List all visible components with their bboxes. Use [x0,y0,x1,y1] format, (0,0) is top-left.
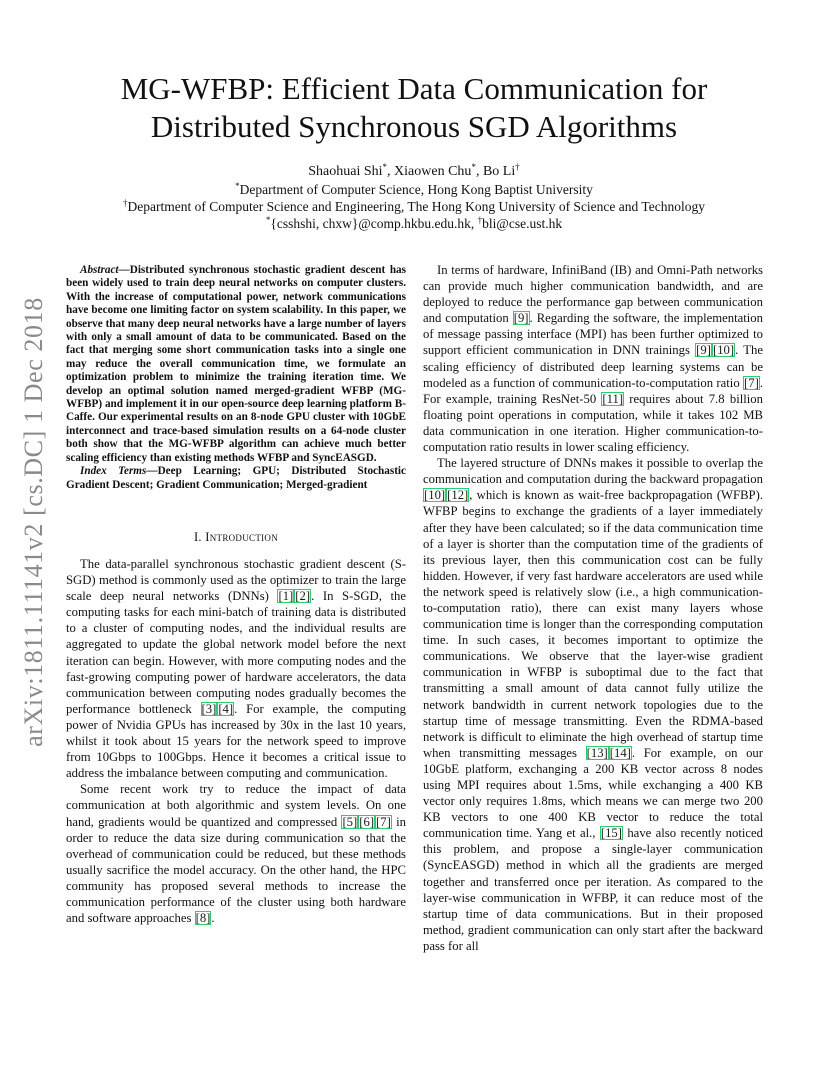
section-heading-introduction: I. Introduction [193,529,279,544]
arxiv-identifier-text: arXiv:1811.11141v2 [cs.DC] 1 Dec 2018 [19,297,48,747]
citation-link[interactable]: [15] [600,826,622,841]
abstract-label: Abstract [80,264,119,276]
citation-link[interactable]: [10] [712,343,735,358]
citation-link[interactable]: [7] [376,814,391,829]
body-paragraph: Some recent work try to reduce the impact of data communication at both algorithmic and system levels. On one hand, gradients would be quantized and compressed [5] [6] [7] in order to reduce the data size during communication so that the overhead of communication could be reduced, but these methods usually sacrifice the model accuracy. On the other hand, the HPC community has proposed several methods to increase the communication performance of the cluster using both hardware and software approaches [8]. [66,782,406,926]
abstract-text: —Distributed synchronous stochastic gradient descent has been widely used to train deep neural networks on computer clusters. With the increase of computational power, network communications have become one limiting factor on system scalability. In this paper, we observe that many deep neural networks have a large number of layers with only a small amount of data to be communicated. Based on the fact that merging some short communication tasks into a single one may reduce the overall communication time, we formulate an optimization problem to minimize the training iteration time. We develop an optimal solution named merged-gradient WFBP (MG-WFBP) and implement it in our open-source deep learning platform B-Caffe. Our experimental results on an 8-node GPU cluster with 10GbE interconnect and trace-based simulation results on a 64-node cluster both show that the MG-WFBP algorithm can achieve much better scaling efficiency than existing methods WFBP and SyncEASGD. [66,264,406,464]
right-column [423,262,763,954]
abstract-paragraph [66,264,406,465]
title-line-1: MG-WFBP: Efficient Data Communication for [120,71,708,106]
citation-link[interactable]: [7] [744,375,759,390]
citation-link[interactable]: [5] [342,814,358,829]
citation-link[interactable]: [8] [195,911,211,926]
author-emails: *{csshshi, chxw}@comp.hkbu.edu.hk, †bli@cse.ust.hk [265,215,563,231]
citation-link[interactable]: [14] [609,745,631,760]
citation-link[interactable]: [6] [359,814,375,829]
right-body [423,262,763,954]
index-terms-label: Index Terms [80,465,147,478]
left-column [66,264,406,926]
citation-link[interactable]: [1] [278,589,294,604]
paper-title [60,70,768,146]
arxiv-identifier [10,285,58,760]
author-names: Shaohuai Shi*, Xiaowen Chu*, Bo Li† [308,162,520,179]
title-line-2: Distributed Synchronous SGD Algorithms [150,109,678,144]
index-terms [66,465,406,492]
citation-link[interactable]: [4] [218,701,234,716]
body-paragraph: The layered structure of DNNs makes it possible to overlap the communication and computation during the backward propagation [10] [12], which is known as wait-free backpropagation (WFBP). WFBP begins to exchange the gradients of a layer immediately after they have been calculated; so if the data communication time of a layer is shorter than the computation time of the gradients of its previous layer, then this communication cost can be fully hidden. However, if very fast hardware accelerators are used while the network speed is relatively slow (i.e., a high communication-to-computation ratio), there can exist many layers whose communication time is longer than the corresponding computation time. In such cases, it becomes important to optimize the communications. We observe that the layer-wise gradient communication in WFBP is suboptimal due to the fact that transmitting a small amount of data cannot fully utilize the network bandwidth in current network topologies due to the startup time of message transmitting. Even the RDMA-based network is difficult to eliminate the high overhead of startup time when transmitting messages [13] [14]. For example, on our 10GbE platform, exchanging a 200 KB vector across 8 nodes using MPI requires about 1.5ms, while exchanging a 400 KB vector only requires 1.8ms, which means we can merge two 200 KB vectors to one 400 KB vector to reduce the total communication time. Yang et al., [15] have also recently noticed this problem, and propose a single-layer communication (SyncEASGD) method in which all the gradients are merged together and transferred once per iteration. As compared to the layer-wise communication in WFBP, it can reduce most of the startup time of data communications. But in their proposed method, gradient communication can only start after the backward pass for all [423,456,764,953]
citation-link[interactable]: [10] [424,488,446,503]
citation-link[interactable]: [13] [586,745,608,760]
citation-link[interactable]: [3] [201,701,217,716]
citation-link[interactable]: [12] [447,488,469,503]
affiliation-1: *Department of Computer Science, Hong Kong Baptist University [235,181,593,197]
body-paragraph: The data-parallel synchronous stochastic gradient descent (S-SGD) method is commonly used as the optimizer to train the large scale deep neural networks (DNNs) [1] [2]. In S-SGD, the computing tasks for each mini-batch of training data is distributed to a cluster of computing nodes, and the individual results are aggregated to update the global network model before the next iteration can begin. However, with more computing nodes and the fast-growing computing power of hardware accelerators, the data communication between computing nodes gradually becomes the performance bottleneck [3] [4]. For example, the computing power of Nvidia GPUs has increased by 30x in the last 10 years, whilst it took about 15 years for the network speed to improve from 10Gbps to 100Gbps. Hence it becomes a critical issue to address the imbalance between computing and communication. [66,557,406,781]
body-paragraph: In terms of hardware, InfiniBand (IB) and Omni-Path networks can provide much higher communication bandwidth, and are deployed to reduce the performance gap between communication and computation [9]. Regarding the software, the implementation of message passing interface (MPI) has been further optimized to support efficient communication in DNN trainings [9] [10]. The scaling efficiency of distributed deep learning systems can be modeled as a function of communication-to-computation ratio [7]. For example, training ResNet-50 [11] requires about 7.8 billion floating point operations in computation, while it takes 102 MB data communication in one iteration. Higher communication-to-computation ratio results in lower scaling efficiency. [423,263,764,455]
citation-link[interactable]: [9] [696,343,711,358]
index-terms-text: —Deep Learning; GPU; Distributed Stochastic Gradient Descent; Gradient Communication; Merged-gradient [66,465,406,491]
author-block [60,163,768,232]
citation-link[interactable]: [9] [513,311,529,326]
left-body [66,556,406,926]
abstract [66,264,406,492]
citation-link[interactable]: [11] [602,391,624,406]
affiliation-2: †Department of Computer Science and Engineering, The Hong Kong University of Science and Technology [123,198,705,214]
citation-link[interactable]: [2] [295,589,311,604]
